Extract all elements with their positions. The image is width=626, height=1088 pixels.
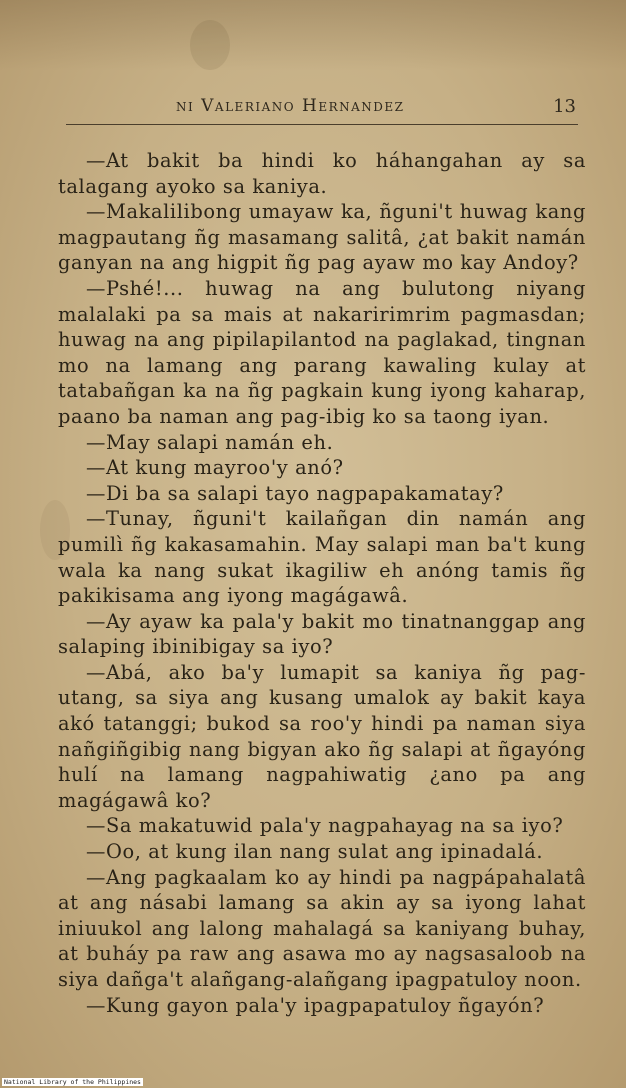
running-header: [60, 96, 580, 126]
paragraph: —May salapi namán eh.: [86, 430, 334, 454]
paragraph: —Oo, at kung ilan nang sulat ang ipinadalá.: [86, 840, 544, 864]
paragraph: —Abá, ako ba'y lumapit sa kaniya ñg pag-utang, sa siya ang kusang umalok ay bakit kaya akó tatanggi; bukod sa roo'y hindi pa naman siya nañgiñgibig nang bigyan ako ñg salapi at ñgayóng hulí na lamang nagpahiwatig ¿ano pa ang magágawâ ko?: [58, 660, 586, 812]
page-top-shadow: [0, 0, 626, 70]
paragraph: —Di ba sa salapi tayo nagpapakamatay?: [86, 481, 504, 505]
body-text: [58, 148, 586, 1018]
paragraph: —Makalilibong umayaw ka, ñguni't huwag kang magpautang ñg masamang salitâ, ¿at bakit namán ganyan na ang higpit ñg pag ayaw mo kay Andoy?: [58, 200, 586, 275]
paragraph: —Sa makatuwid pala'y nagpahayag na sa iyo?: [86, 814, 564, 838]
library-credit: National Library of the Philippines: [4, 1078, 141, 1086]
paragraph: —Tunay, ñguni't kailañgan din namán ang pumilì ñg kakasamahin. May salapi man ba't kung wala ka nang sukat ikagiliw eh anóng tamis ñg pakikisama ang iyong magágawâ.: [58, 507, 586, 608]
header-rule: [66, 124, 578, 125]
paragraph: —Ang pagkaalam ko ay hindi pa nagpápahalatâ at ang násabi lamang sa akin ay sa iyong lahat iniuukol ang lalong mahalagá sa kaniyang buhay, at buháy pa raw ang asawa mo ay nagsasaloob na siya dañga't alañgang-alañgang ipagpatuloy noon.: [58, 865, 586, 991]
paragraph: —Ay ayaw ka pala'y bakit mo tinatnanggap ang salaping ibinibigay sa iyo?: [58, 609, 586, 659]
paragraph: —Kung gayon pala'y ipagpapatuloy ñgayón?: [86, 993, 545, 1017]
running-header-title: ni Valeriano Hernandez: [176, 96, 405, 116]
paragraph: —Pshé!... huwag na ang bulutong niyang malalaki pa sa mais at nakaririmrim pagmasdan; huwag na ang pipilapilantod na paglakad, tingnan mo na lamang ang parang kawaling kulay at tatabañgan ka na ñg pagkain kung iyong kaharap, paano ba naman ang pag-ibig ko sa taong iyan.: [58, 276, 586, 428]
paper-stain: [190, 20, 230, 70]
page-number: 13: [553, 96, 576, 117]
paragraph: —At bakit ba hindi ko háhangahan ay sa talagang ayoko sa kaniya.: [58, 149, 586, 198]
paragraph: —At kung mayroo'y anó?: [86, 456, 344, 480]
